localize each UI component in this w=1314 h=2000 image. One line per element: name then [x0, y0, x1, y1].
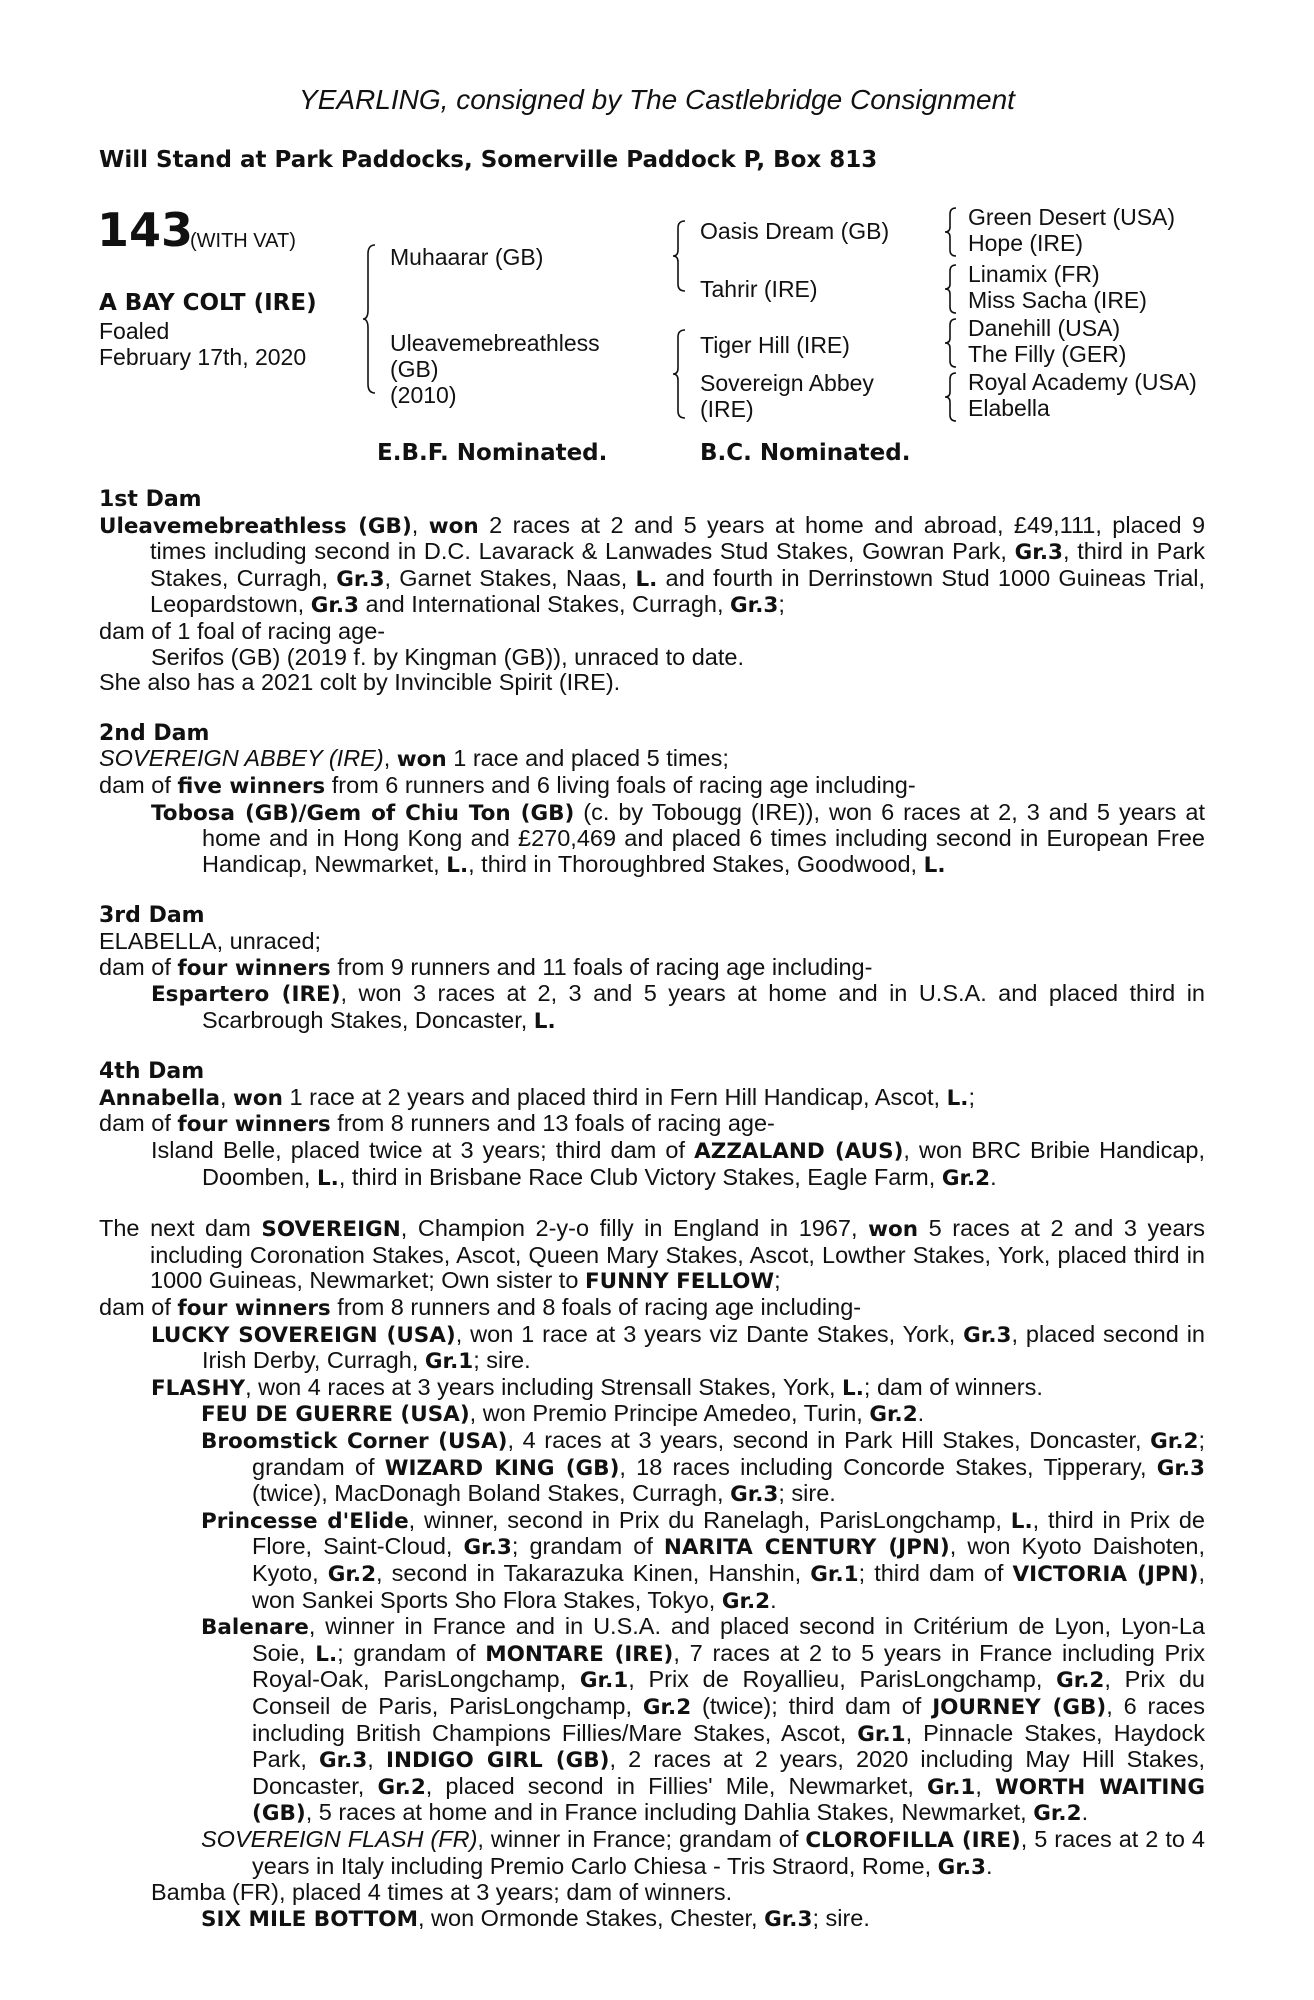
pedigree-g3: Linamix (FR) [968, 261, 1100, 287]
pedigree-sire: Muhaarar (GB) [390, 244, 544, 270]
pedigree-dam-year: (2010) [390, 382, 457, 408]
first-dam-section [99, 487, 1205, 696]
pedigree-dam [390, 330, 600, 408]
produce-feu-de-guerre: FEU DE GUERRE (USA), won Premio Principe Amedeo, Turin, Gr.2. [201, 1400, 925, 1428]
second-dam-section [99, 721, 1205, 879]
produce-princesse-delide: Princesse d'Elide, winner, second in Prix du Ranelagh, ParisLongchamp, L., third in Prix de Flore, Saint-Cloud, Gr.3; grandam of NARITA CENTURY (JPN), won Kyoto Daishoten, Kyoto, Gr.2, second in Takarazuka Kinen, Hanshin, Gr.1; third dam of VICTORIA (JPN), won Sankei Sports Sho Flora Stakes, Tokyo, Gr.2. [201, 1506, 1206, 1614]
third-dam-produce-entry: Espartero (IRE), won 3 races at 2, 3 and 5 years at home and in U.S.A. and placed third in Scarbrough Stakes, Doncaster, L. [151, 980, 1205, 1034]
pedigree-brace-dam [672, 329, 688, 419]
lot-number: 143 [97, 203, 194, 257]
first-dam-produce-summary: dam of 1 foal of racing age- [99, 617, 386, 644]
first-dam-record: Uleavemebreathless (GB), won 2 races at 2 and 5 years at home and abroad, £49,111, placed 9 times including second in D.C. Lavarack & Lanwades Stud Stakes, Gowran Park, Gr.3, third in Park Stakes, Curragh, Gr.3, Garnet Stakes, Naas, L. and fourth in Derrinstown Stud 1000 Guineas Trial, Leopardstown, Gr.3 and International Stakes, Curragh, Gr.3; [99, 511, 1206, 619]
fourth-dam-title: 4th Dam [99, 1059, 205, 1085]
pedigree-brace-g2 [944, 264, 958, 314]
produce-sovereign-flash: SOVEREIGN FLASH (FR), winner in France; grandam of CLOROFILLA (IRE), 5 races at 2 to 4 years in Italy including Premio Carlo Chiesa - Tris Straord, Rome, Gr.3. [201, 1825, 1205, 1880]
second-dam-record: SOVEREIGN ABBEY (IRE), won 1 race and placed 5 times; [99, 745, 729, 773]
foaled-label: Foaled [99, 318, 170, 344]
first-dam-note: She also has a 2021 colt by Invincible Spirit (IRE). [99, 669, 621, 696]
pedigree-g5: Danehill (USA) [968, 315, 1121, 341]
next-dam-section [99, 1216, 1205, 1932]
pedigree-brace-main [362, 244, 378, 394]
pedigree-dam-name: Uleavemebreathless [390, 330, 600, 356]
pedigree-dam-dam [700, 370, 874, 422]
fourth-dam-produce-summary: dam of four winners from 8 runners and 13 foals of racing age- [99, 1110, 775, 1138]
lot-description: A BAY COLT (IRE) [99, 290, 317, 316]
next-dam-produce-summary: dam of four winners from 8 runners and 8 foals of racing age including- [99, 1294, 862, 1322]
pedigree-brace-g3 [944, 318, 958, 368]
fourth-dam-produce-entry: Island Belle, placed twice at 3 years; third dam of AZZALAND (AUS), won BRC Bribie Handicap, Doomben, L., third in Brisbane Race Club Victory Stakes, Eagle Farm, Gr.2. [151, 1137, 1205, 1191]
pedigree-sire-dam: Tahrir (IRE) [700, 276, 818, 302]
third-dam-section [99, 903, 1205, 1034]
second-dam-produce-summary: dam of five winners from 6 runners and 6 living foals of racing age including- [99, 771, 916, 799]
foaled-date: February 17th, 2020 [99, 344, 307, 370]
pedigree-g6: The Filly (GER) [968, 341, 1127, 367]
pedigree-brace-g4 [944, 372, 958, 422]
produce-bamba: Bamba (FR), placed 4 times at 3 years; dam of winners. [151, 1879, 733, 1906]
pedigree-g2: Hope (IRE) [968, 230, 1084, 256]
pedigree-brace-sire [672, 220, 688, 292]
third-dam-produce-summary: dam of four winners from 9 runners and 11 foals of racing age including- [99, 953, 873, 981]
vat-label: (WITH VAT) [190, 230, 296, 252]
first-dam-title: 1st Dam [99, 487, 202, 512]
pedigree-brace-g1 [944, 207, 958, 257]
pedigree-dam-dam-country: (IRE) [700, 396, 754, 422]
catalogue-body [99, 487, 1205, 1932]
page-title: YEARLING, consigned by The Castlebridge Consignment [299, 84, 1015, 115]
pedigree-g4: Miss Sacha (IRE) [968, 287, 1147, 313]
second-dam-title: 2nd Dam [99, 720, 210, 746]
third-dam-title: 3rd Dam [99, 903, 205, 929]
pedigree-g8: Elabella [968, 395, 1050, 421]
pedigree-g1: Green Desert (USA) [968, 204, 1176, 230]
first-dam-foal: Serifos (GB) (2019 f. by Kingman (GB)), unraced to date. [151, 643, 744, 670]
second-dam-produce-entry: Tobosa (GB)/Gem of Chiu Ton (GB) (c. by Tobougg (IRE)), won 6 races at 2, 3 and 5 years at home and in Hong Kong and £270,469 and placed 6 times including second in European Free Handicap, Newmarket, L., third in Thoroughbred Stakes, Goodwood, L. [151, 798, 1205, 878]
fourth-dam-section [99, 1059, 1205, 1191]
produce-flashy: FLASHY, won 4 races at 3 years including Strensall Stakes, York, L.; dam of winners. [151, 1373, 1043, 1401]
produce-six-mile-bottom: SIX MILE BOTTOM, won Ormonde Stakes, Chester, Gr.3; sire. [201, 1904, 870, 1932]
pedigree-dam-country: (GB) [390, 356, 439, 382]
pedigree-sire-sire: Oasis Dream (GB) [700, 218, 890, 244]
pedigree-dam-sire: Tiger Hill (IRE) [700, 332, 850, 358]
next-dam-record: The next dam SOVEREIGN, Champion 2-y-o filly in England in 1967, won 5 races at 2 and 3 years including Coronation Stakes, Ascot, Queen Mary Stakes, Ascot, Lowther Stakes, York, placed third in 1000 Guineas, Newmarket; Own sister to FUNNY FELLOW; [99, 1215, 1205, 1295]
third-dam-record: ELABELLA, unraced; [99, 927, 322, 954]
produce-lucky-sovereign: LUCKY SOVEREIGN (USA), won 1 race at 3 years viz Dante Stakes, York, Gr.3, placed second in Irish Derby, Curragh, Gr.1; sire. [151, 1320, 1206, 1375]
horse-name: Uleavemebreathless (GB) [99, 513, 412, 539]
produce-broomstick-corner: Broomstick Corner (USA), 4 races at 3 years, second in Park Hill Stakes, Doncaster, Gr.2; grandam of WIZARD KING (GB), 18 races including Concorde Stakes, Tipperary, Gr.3 (twice), MacDonagh Boland Stakes, Curragh, Gr.3; sire. [201, 1427, 1206, 1508]
fourth-dam-record: Annabella, won 1 race at 2 years and placed third in Fern Hill Handicap, Ascot, L.; [99, 1083, 975, 1111]
pedigree-g7: Royal Academy (USA) [968, 369, 1197, 395]
ebf-nominated: E.B.F. Nominated. [377, 440, 608, 466]
stand-location: Will Stand at Park Paddocks, Somerville Paddock P, Box 813 [99, 147, 878, 173]
pedigree-dam-dam-name: Sovereign Abbey [700, 370, 874, 396]
foaled-info [99, 318, 306, 370]
bc-nominated: B.C. Nominated. [700, 440, 911, 466]
produce-balenare: Balenare, winner in France and in U.S.A. and placed second in Critérium de Lyon, Lyon-La Soie, L.; grandam of MONTARE (IRE), 7 races at 2 to 5 years in France including Prix Royal-Oak, ParisLongchamp, Gr.1, Prix de Royallieu, ParisLongchamp, Gr.2, Prix du Conseil de Paris, ParisLongchamp, Gr.2 (twice); third dam of JOURNEY (GB), 6 races including British Champions Fillies/Mare Stakes, Ascot, Gr.1, Pinnacle Stakes, Haydock Park, Gr.3, INDIGO GIRL (GB), 2 races at 2 years, 2020 including May Hill Stakes, Doncaster, Gr.2, placed second in Fillies' Mile, Newmarket, Gr.1, WORTH WAITING (GB), 5 races at home and in France including Dahlia Stakes, Newmarket, Gr.2. [201, 1613, 1205, 1827]
